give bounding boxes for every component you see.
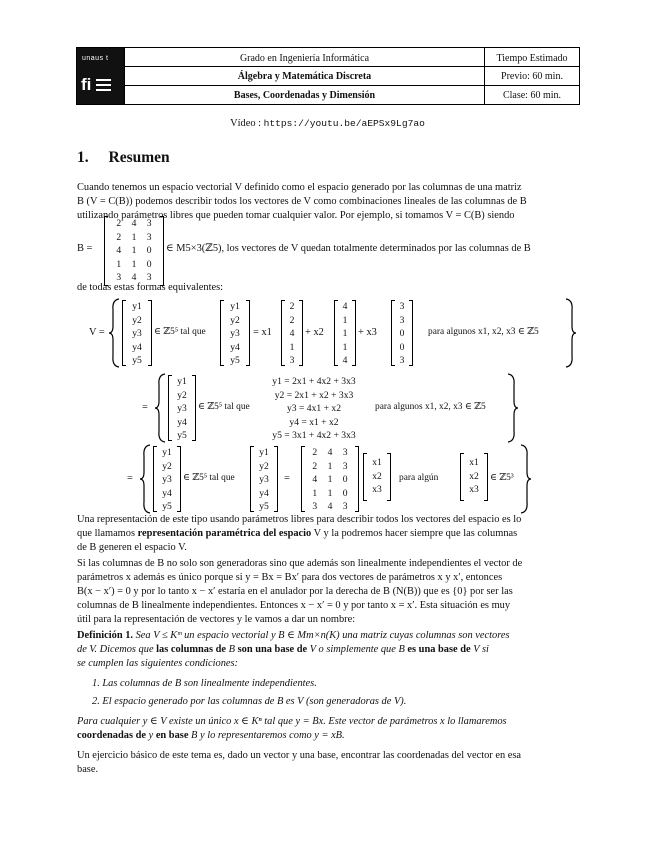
eq3-in-z: ∈ ℤ5⁵ tal que <box>183 473 235 483</box>
intro-line-end: de todas estas formas equivalentes: <box>77 282 224 293</box>
eq3-equals-2: = <box>284 473 290 484</box>
eq1-col2: 4 1 1 1 4 <box>334 300 356 366</box>
eq2-right-brace <box>505 373 519 443</box>
para3-line-2: parámetros x además es único porque si y = Bx = Bx′ para dos vectores de parámetros x y x′, entonces <box>77 572 503 583</box>
closing-line-2: base. <box>77 764 99 775</box>
eq1-col3: 3 3 0 0 3 <box>391 300 413 366</box>
intro-line-1: Cuando tenemos un espacio vectorial V definido como el espacio generado por las columnas de una matriz <box>77 182 522 193</box>
para3-line-3: B(x − x′) = 0 y por lo tanto x − x′ estaría en el anulador por la derecha de B (N(B)) que es {0} por ser las <box>77 586 513 597</box>
eq1-x2: + x2 <box>305 327 324 338</box>
definition-label: Definición 1. <box>77 630 133 641</box>
para2-line-3: de B generen el espacio V. <box>77 542 187 553</box>
eq1-y-vector-2: y1 y2 y3 y4 y5 <box>220 300 250 366</box>
para2-line-2: que llamamos representación paramétrica del espacio V y la podremos hacer siempre que las columnas <box>77 528 518 539</box>
definition-line-3: se cumplen las siguientes condiciones: <box>77 658 239 669</box>
eq2-system: y1 = 2x1 + 4x2 + 3x3 y2 = 2x1 + x2 + 3x3 y3 = 4x1 + x2 y4 = x1 + x2 y5 = 3x1 + 4x2 + 3x3 <box>272 376 356 442</box>
eq1-col1: 2 2 4 1 3 <box>281 300 303 366</box>
eq3-equals: = <box>127 473 133 484</box>
para2-line-1: Una representación de este tipo usando parámetros libres para describir todos los vectores del espacio es lo <box>77 514 522 525</box>
eq1-right-brace <box>563 298 577 368</box>
matrix-space-text: ∈ M5×3(ℤ5), los vectores de V quedan totalmente determinados por las columnas de B <box>166 243 531 254</box>
definition-line-1: Definición 1. Sea V ≤ Kᵐ un espacio vectorial y B ∈ Mm×n(K) una matriz cuyas columnas son vectores <box>77 630 510 641</box>
section-title: Resumen <box>108 149 170 166</box>
video-line <box>0 117 655 131</box>
video-link[interactable]: https://youtu.be/aEPSx9Lg7ao <box>263 118 425 129</box>
eq1-tail: para algunos x1, x2, x3 ∈ ℤ5 <box>428 327 539 337</box>
eq3-left-brace <box>139 444 153 514</box>
definition-after-2: coordenadas de y en base B y lo representaremos como y = xB. <box>77 730 345 741</box>
previo-time: Previo: 60 min. <box>501 71 563 82</box>
definition-item-1: 1. Las columnas de B son linealmente independientes. <box>92 678 317 689</box>
eq2-equals: = <box>142 402 148 413</box>
b-label: B = <box>77 243 93 254</box>
eq3-y-vector: y1 y2 y3 y4 y5 <box>153 446 181 512</box>
eq3-in-z3: ∈ ℤ5³ <box>490 473 514 483</box>
degree-title: Grado en Ingeniería Informática <box>239 53 370 64</box>
video-label: Vídeo : <box>230 118 262 129</box>
para3-line-5: útil para la representación de vectores y le vamos a dar un nombre: <box>77 614 356 625</box>
eq3-right-brace <box>518 444 532 514</box>
definition-after-1: Para cualquier y ∈ V existe un único x ∈ Kⁿ tal que y = Bx. Este vector de parámetros x lo llamaremos <box>77 716 507 727</box>
eq2-y-vector: y1 y2 y3 y4 y5 <box>168 375 196 441</box>
intro-line-2: B (V = C(B)) podemos describir todos los vectores de V como combinaciones lineales de las columnas de B <box>77 196 527 207</box>
eq3-tail: para algún <box>399 473 439 483</box>
eq3-x-vector-2: x1 x2 x3 <box>460 453 488 501</box>
eq3-x-vector: x1 x2 x3 <box>363 453 391 501</box>
eq2-tail: para algunos x1, x2, x3 ∈ ℤ5 <box>375 402 486 412</box>
time-label: Tiempo Estimado <box>496 53 568 64</box>
topic-title: Bases, Coordenadas y Dimensión <box>233 90 376 101</box>
section-heading <box>77 148 170 168</box>
eq3-y-vector-2: y1 y2 y3 y4 y5 <box>250 446 278 512</box>
eq1-in-z: ∈ ℤ5⁵ tal que <box>154 327 206 337</box>
eq1-left-brace <box>108 298 122 368</box>
para3-line-1: Si las columnas de B no solo son generadoras sino que además son linealmente independientes el vector de <box>77 558 523 569</box>
university-logo: unaus t <box>77 48 124 70</box>
eq1-x3: + x3 <box>358 327 377 338</box>
eq1-x1: = x1 <box>253 327 272 338</box>
clase-time: Clase: 60 min. <box>502 90 562 101</box>
para3-line-4: columnas de B linealmente independientes. Entonces x − x′ = 0 y por tanto x = x′. Esta situación es muy <box>77 600 511 611</box>
intro-line-3: utilizando parámetros libres que pueden tomar cualquier valor. Por ejemplo, si tomamos V = C(B) siendo <box>77 210 515 221</box>
eq2-in-z: ∈ ℤ5⁵ tal que <box>198 402 250 412</box>
eq1-lhs: V = <box>89 327 105 338</box>
closing-line-1: Un ejercicio básico de este tema es, dado un vector y una base, encontrar las coordenadas del vector en esa <box>77 750 522 761</box>
faculty-logo: fi <box>77 70 124 104</box>
eq3-matrix-b: 2 4 3 2 1 3 4 1 0 1 1 0 3 4 3 <box>301 446 359 512</box>
course-title: Álgebra y Matemática Discreta <box>237 71 372 82</box>
course-header <box>76 47 580 105</box>
definition-item-2: 2. El espacio generado por las columnas de B es V (son generadoras de V). <box>92 696 407 707</box>
eq1-y-vector: y1 y2 y3 y4 y5 <box>122 300 152 366</box>
eq2-left-brace <box>154 373 168 443</box>
definition-line-2: de V. Dicemos que las columnas de B son una base de V o simplemente que B es una base de V si <box>77 644 489 655</box>
matrix-b: 2 4 3 2 1 3 4 1 0 1 1 0 3 4 3 <box>104 216 164 286</box>
section-number: 1. <box>77 149 89 166</box>
